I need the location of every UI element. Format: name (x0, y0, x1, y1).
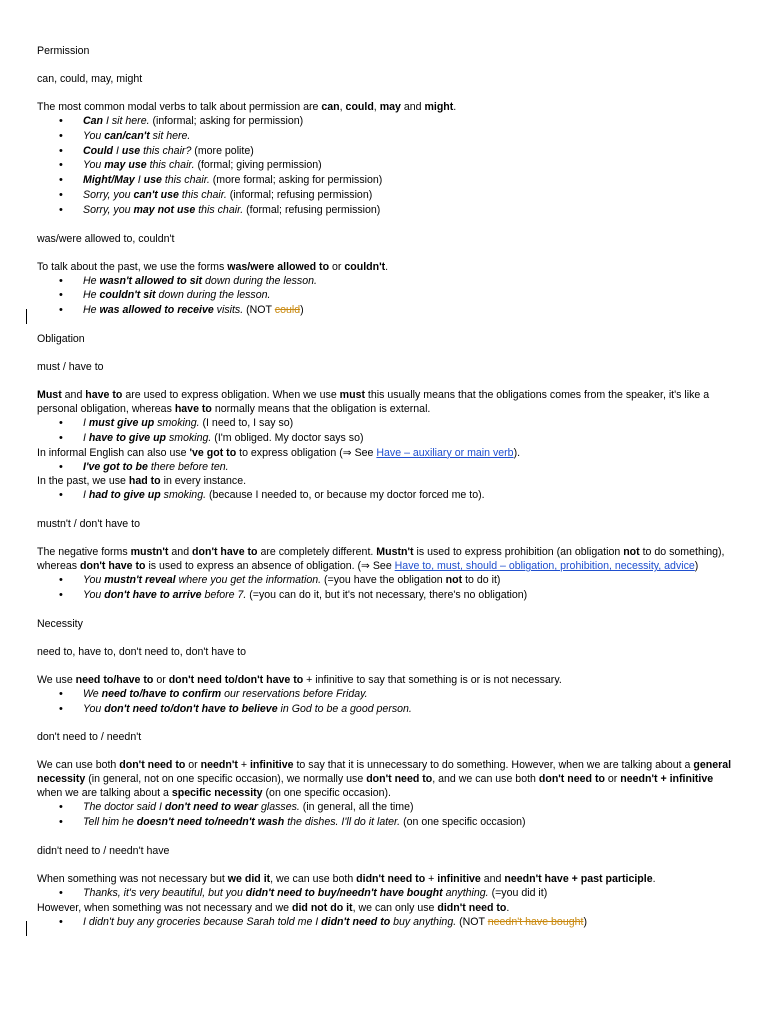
text-run: is used to express prohibition (an obligation (413, 546, 624, 559)
example-text: You (83, 574, 105, 587)
paragraph-didnt-intro (37, 872, 737, 886)
example-text: buy anything. (390, 915, 457, 928)
bold-term: don't have to arrive (104, 588, 202, 601)
bold-term: don't need to (366, 773, 433, 786)
deleted-text: could (274, 304, 301, 317)
text-run: or (604, 773, 621, 786)
bold-term: have to (174, 402, 212, 415)
note-text: (formal; giving permission) (194, 159, 322, 172)
bold-term: didn't need to buy/needn't have bought (245, 886, 443, 899)
note-text: (because I needed to, or because my doctor forced me to). (206, 489, 485, 502)
bold-term: don't need to (538, 773, 605, 786)
example-text: He (83, 304, 100, 317)
bold-term: didn't need to (356, 872, 426, 885)
list-item (37, 303, 737, 318)
bold-term: couldn't (344, 260, 386, 273)
bold-term: need to/have to confirm (101, 687, 222, 700)
note-text: (I'm obliged. My doctor says so) (211, 431, 364, 444)
bold-term: doesn't need to/needn't wash (136, 816, 285, 829)
bold-term: couldn't sit (99, 289, 156, 302)
subheading-must: must / have to (37, 360, 104, 373)
bold-term: needn't + infinitive (620, 773, 714, 786)
bullet-list-mustnt (37, 573, 737, 603)
text-run: to say that it is unnecessary to do something. However, when we are talking about a (293, 759, 694, 772)
note-text: (in general, all the time) (299, 801, 414, 814)
note-text: (=you have the obligation (321, 574, 446, 587)
example-text: this chair. (178, 188, 227, 201)
note-text: (I need to, I say so) (199, 416, 294, 429)
link-have-to-must-should[interactable]: Have to, must, should – obligation, prohibition, necessity, advice (394, 560, 695, 573)
text-run: (on one specific occasion). (262, 787, 391, 800)
example-text: our reservations before Friday. (221, 687, 368, 700)
link-have-auxiliary[interactable]: Have – auxiliary or main verb (376, 446, 514, 459)
bold-term: don't have to (80, 560, 146, 573)
note-text: (more polite) (191, 144, 254, 157)
list-item (37, 288, 737, 303)
list-item (37, 203, 737, 218)
bullet-list-informal (37, 460, 737, 475)
text-run: . (506, 901, 510, 914)
list-item (37, 144, 737, 159)
bold-term: I've got to be (83, 460, 148, 473)
example-text: this chair. (161, 174, 210, 187)
bold-term: Might/May (83, 174, 135, 187)
bold-term: may (379, 101, 401, 113)
list-item (37, 573, 737, 588)
example-text: the dishes. I'll do it later. (284, 816, 401, 829)
example-text: visits. (213, 304, 244, 317)
example-text: I (83, 489, 89, 502)
text-run: + (237, 759, 250, 772)
text-run: when we are talking about a (37, 787, 172, 800)
paragraph-past (37, 474, 737, 488)
example-text: there before ten. (147, 460, 229, 473)
text-run: (in general, not on one specific occasion), we normally use (85, 773, 367, 786)
subheading-need-to: need to, have to, don't need to, don't have to (37, 645, 247, 658)
example-text: You (83, 129, 105, 142)
bold-term: Must (37, 388, 62, 401)
example-text: Thanks, it's very beautiful, but you (83, 886, 246, 899)
paragraph-obligation-intro (37, 388, 737, 416)
text-run: We can use both (37, 759, 120, 772)
bold-term: have to give up (88, 431, 167, 444)
subheading-didnt-need: didn't need to / needn't have (37, 844, 170, 857)
change-bar (26, 309, 27, 324)
text-run: , (373, 101, 380, 113)
note-text: (NOT (456, 915, 488, 928)
example-text: in God to be a good person. (277, 702, 412, 715)
text-run: to do something), whereas (37, 546, 725, 573)
list-item (37, 114, 737, 129)
bullet-list-past (37, 488, 737, 503)
bold-term: general necessity (37, 759, 732, 786)
example-text: Sorry, you (83, 188, 134, 201)
bullet-list-necessity (37, 687, 737, 717)
bold-term: was allowed to receive (99, 304, 214, 317)
text-run: this usually means that the obligations comes from the speaker, it's like a personal obligation, whereas (37, 388, 710, 415)
bold-term: Could (83, 144, 114, 157)
list-item (37, 173, 737, 188)
text-run: , we can use both (270, 872, 357, 885)
bullet-list-however (37, 915, 737, 930)
bullet-list-permission (37, 114, 737, 218)
note-text: (informal; asking for permission) (149, 115, 304, 127)
example-text: I (83, 431, 89, 444)
text-run: . (453, 101, 457, 113)
subheading-mustnt: mustn't / don't have to (37, 518, 140, 531)
bold-term: don't have to (192, 546, 258, 559)
list-item (37, 274, 737, 289)
subheading-neednt: don't need to / needn't (37, 731, 142, 744)
text-run: and (168, 546, 193, 559)
text-run: . (385, 260, 389, 273)
paragraph-allowed-intro (37, 260, 737, 274)
example-text: sit here. (149, 129, 191, 142)
bold-term: can't use (133, 188, 179, 201)
example-text: before 7. (201, 588, 247, 601)
bold-term: don't need to/don't have to believe (104, 702, 278, 715)
bold-term: don't need to wear (164, 801, 259, 814)
paragraph-mustnt-intro (37, 545, 737, 573)
note-text: ) (300, 304, 304, 317)
bold-term: may use (104, 159, 147, 172)
bold-term: must give up (88, 416, 155, 429)
paragraph-however (37, 901, 737, 915)
subheading-can-could: can, could, may, might (37, 73, 143, 85)
change-bar (26, 921, 27, 936)
bullet-list-neednt (37, 800, 737, 830)
text-run: and (480, 872, 505, 885)
bold-term: specific necessity (171, 787, 263, 800)
list-item (37, 129, 737, 144)
list-item (37, 800, 737, 815)
bold-term: use (121, 144, 141, 157)
list-item (37, 188, 737, 203)
text-run: The most common modal verbs to talk about permission are (37, 101, 322, 113)
note-text: (informal; refusing permission) (226, 188, 373, 201)
bold-term: didn't need to (321, 915, 391, 928)
list-item (37, 588, 737, 603)
example-text: where you get the information. (175, 574, 322, 587)
example-text: this chair? (140, 144, 192, 157)
bold-term: mustn't reveal (104, 574, 176, 587)
example-text: I (134, 174, 144, 187)
text-run: are used to express obligation. When we use (122, 388, 340, 401)
text-run: To talk about the past, we use the forms (37, 260, 228, 273)
bold-term: was/were allowed to (227, 260, 330, 273)
bold-term: can/can't (104, 129, 150, 142)
text-run: and (61, 388, 86, 401)
example-text: I (83, 416, 89, 429)
list-item (37, 815, 737, 830)
example-text: I sit here. (103, 115, 150, 127)
bold-term: don't need to/don't have to (168, 673, 304, 686)
text-run: and (400, 101, 425, 113)
bold-term: could (345, 101, 374, 113)
text-run: , we can only use (352, 901, 438, 914)
text-run: We use (37, 673, 76, 686)
text-run: to express obligation (⇒ See (236, 446, 377, 459)
section-heading-obligation: Obligation (37, 332, 85, 345)
bold-term: must (339, 388, 365, 401)
example-text: this chair. (195, 203, 244, 216)
note-text: (=you can do it, but it's not necessary, there's no obligation) (246, 588, 528, 601)
bullet-list-obligation (37, 416, 737, 446)
list-item (37, 416, 737, 431)
bold-term: needn't have + past participle (504, 872, 653, 885)
bold-term: had to (128, 475, 161, 488)
text-run: When something was not necessary but (37, 872, 228, 885)
text-run: In the past, we use (37, 475, 129, 488)
bold-term: Can (83, 115, 104, 127)
section-heading-necessity: Necessity (37, 617, 83, 630)
text-run: in every instance. (160, 475, 247, 488)
document-body (37, 44, 737, 930)
paragraph-permission-intro (37, 100, 737, 114)
text-run: are completely different. (257, 546, 377, 559)
text-run: is used to express an absence of obligation. (⇒ See (145, 560, 395, 573)
bold-term: not (445, 574, 463, 587)
note-text: (more formal; asking for permission) (209, 174, 383, 187)
list-item (37, 460, 737, 475)
text-run: , and we can use both (432, 773, 539, 786)
bold-term: infinitive (437, 872, 481, 885)
text-run: + (425, 872, 438, 885)
text-run: ). (513, 446, 521, 459)
text-run: + infinitive to say that something is or is not necessary. (303, 673, 562, 686)
bold-term: don't need to (119, 759, 186, 772)
example-text: down during the lesson. (155, 289, 271, 302)
text-run: In informal English can also use (37, 446, 190, 459)
text-run: or (185, 759, 201, 772)
example-text: Sorry, you (83, 203, 134, 216)
example-text: You (83, 702, 105, 715)
deleted-text: needn't have bought (487, 915, 584, 928)
paragraph-neednt-intro (37, 758, 737, 800)
example-text: He (83, 289, 100, 302)
example-text: You (83, 588, 105, 601)
bold-term: needn't (200, 759, 238, 772)
bold-term: infinitive (249, 759, 294, 772)
example-text: smoking. (166, 431, 212, 444)
bold-term: had to give up (88, 489, 161, 502)
text-run: . (652, 872, 656, 885)
list-item (37, 488, 737, 503)
text-run: normally means that the obligation is external. (211, 402, 431, 415)
example-text: glasses. (258, 801, 300, 814)
text-run: , (339, 101, 346, 113)
bullet-list-didnt (37, 886, 737, 901)
bold-term: didn't need to (437, 901, 507, 914)
bold-term: need to/have to (75, 673, 154, 686)
bold-term: might (424, 101, 454, 113)
paragraph-informal (37, 446, 737, 460)
subheading-allowed: was/were allowed to, couldn't (37, 232, 175, 245)
note-text: to do it) (462, 574, 501, 587)
text-run: ) (694, 560, 699, 573)
section-heading-permission: Permission (37, 45, 90, 57)
example-text: this chair. (146, 159, 195, 172)
text-run: or (329, 260, 345, 273)
note-text: (NOT (243, 304, 275, 317)
bold-term: can (321, 101, 340, 113)
example-text: You (83, 159, 105, 172)
example-text: anything. (442, 886, 489, 899)
example-text: smoking. (154, 416, 200, 429)
list-item (37, 702, 737, 717)
list-item (37, 915, 737, 930)
example-text: Tell him he (83, 816, 137, 829)
bold-term: have to (85, 388, 123, 401)
bold-term: may not use (133, 203, 196, 216)
bold-term: did not do it (291, 901, 353, 914)
bold-term: mustn't (130, 546, 169, 559)
example-text: smoking. (160, 489, 207, 502)
example-text: down during the lesson. (202, 274, 317, 287)
example-text: He (83, 274, 100, 287)
list-item (37, 687, 737, 702)
note-text: (=you did it) (488, 886, 548, 899)
note-text: ) (583, 915, 587, 928)
bold-term: use (143, 174, 162, 187)
text-run: or (153, 673, 169, 686)
text-run: The negative forms (37, 546, 131, 559)
example-text: I (113, 144, 122, 157)
note-text: (on one specific occasion) (400, 816, 526, 829)
text-run: However, when something was not necessary and we (37, 901, 292, 914)
bold-term: Mustn't (376, 546, 414, 559)
note-text: (formal; refusing permission) (243, 203, 381, 216)
list-item (37, 886, 737, 901)
list-item (37, 431, 737, 446)
example-text: We (83, 687, 102, 700)
paragraph-necessity-intro (37, 673, 737, 687)
example-text: I didn't buy any groceries because Sarah told me I (83, 915, 322, 928)
example-text: The doctor said I (83, 801, 165, 814)
bold-term: 've got to (189, 446, 237, 459)
bold-term: wasn't allowed to sit (99, 274, 203, 287)
bullet-list-allowed (37, 274, 737, 318)
bold-term: we did it (227, 872, 271, 885)
list-item (37, 158, 737, 173)
bold-term: not (623, 546, 640, 559)
